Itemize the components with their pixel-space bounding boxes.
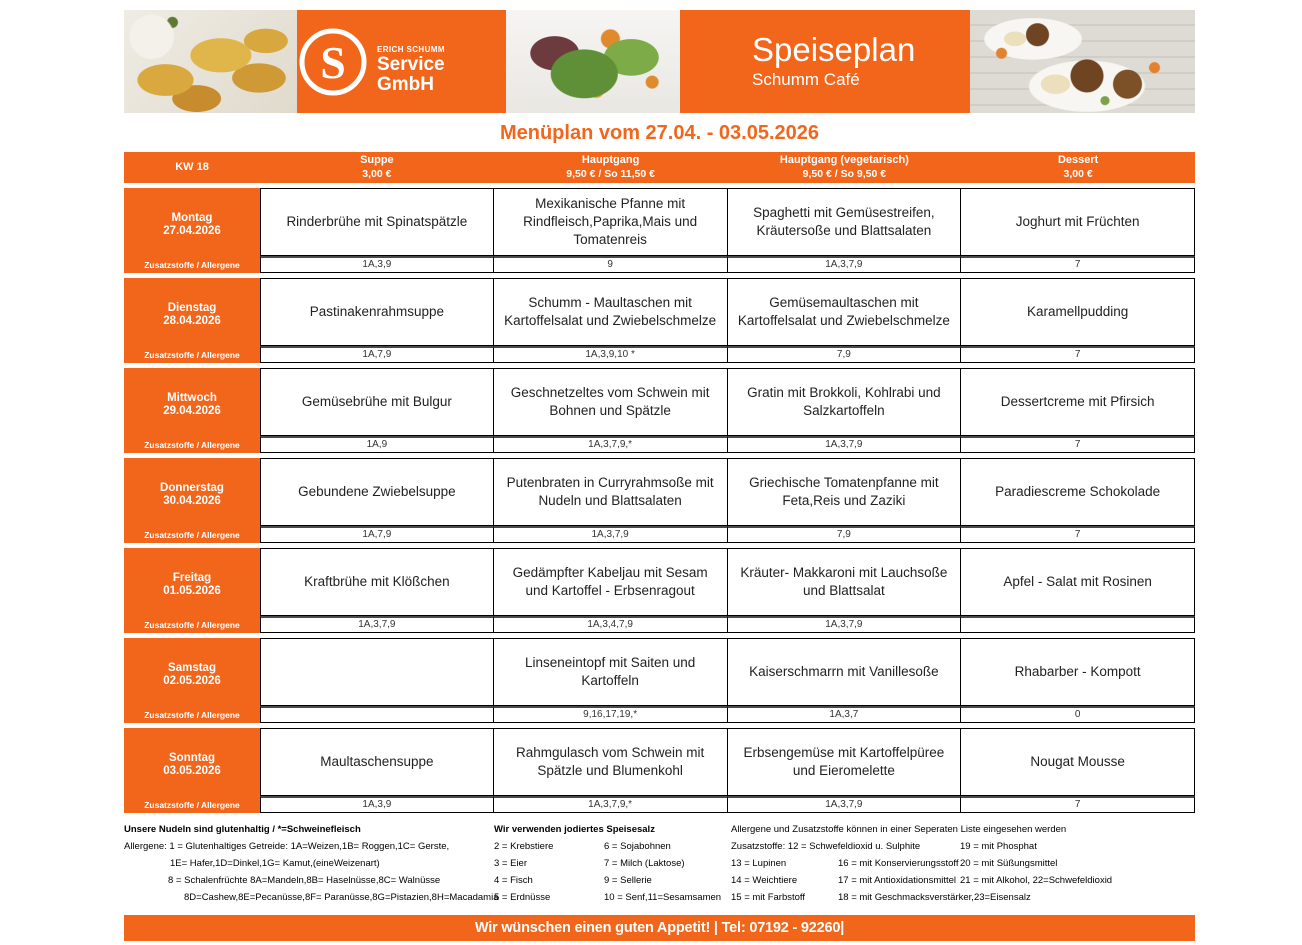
legend-item: 16 = mit Konservierungsstoff <box>838 858 959 869</box>
column-label: Dessert <box>1057 154 1099 167</box>
dish-text: Apfel - Salat mit Rosinen <box>1003 574 1152 590</box>
allergen-cell: 7 <box>961 526 1195 543</box>
legend-row <box>494 874 731 891</box>
dish-cell <box>728 548 962 616</box>
dish-cell <box>494 638 728 706</box>
legend-line: 1E= Hafer,1D=Dinkel,1G= Kamut,(eineWeizenart) <box>170 858 380 869</box>
dish-text: Rahmgulasch vom Schwein mit Spätzle und Blumenkohl <box>515 745 705 778</box>
legend-right-note: Allergene und Zusatzstoffe können in einer Seperaten Liste eingesehen werden <box>731 824 1067 835</box>
dish-cell <box>961 638 1195 706</box>
dish-cell <box>260 728 494 796</box>
allergen-cell: 1A,3,7,9 <box>260 616 494 633</box>
legend-item: 20 = mit Süßungsmittel <box>960 858 1058 869</box>
allergen-cell: 1A,3,9,10 * <box>494 346 728 363</box>
allergen-cell: 7,9 <box>728 526 962 543</box>
week-label: KW 18 <box>175 160 209 173</box>
day-title <box>124 728 260 800</box>
allergen-row-label: Zusatzstoffe / Allergene <box>144 350 240 360</box>
day-name: Samstag <box>168 661 216 674</box>
dish-text: Gemüsebrühe mit Bulgur <box>301 394 452 410</box>
dish-text: Gratin mit Brokkoli, Kohlrabi und Salzkartoffeln <box>747 385 941 418</box>
company-logo-block <box>297 10 506 113</box>
allergen-cell: 0 <box>961 706 1195 723</box>
dish-cell <box>728 278 962 346</box>
dish-text: Kräuter- Makkaroni mit Lauchsoße und Blattsalat <box>740 565 948 598</box>
header-banner <box>124 10 1195 113</box>
legend-row <box>731 891 1195 908</box>
dish-cell <box>961 548 1195 616</box>
dish-cell <box>961 188 1195 256</box>
day-date: 29.04.2026 <box>163 404 221 417</box>
dish-text: Schumm - Maultaschen mit Kartoffelsalat und Zwiebelschmelze <box>504 295 717 328</box>
allergen-cell: 1A,3,7,9 <box>728 256 962 273</box>
column-price: 3,00 € <box>362 167 392 180</box>
company-name-bottom: Service GmbH <box>377 53 445 95</box>
legend-row <box>731 857 1195 874</box>
dish-text: Nougat Mousse <box>1030 754 1125 770</box>
legend-item: 13 = Lupinen <box>731 858 787 869</box>
legend-row <box>494 840 731 857</box>
column-price: 9,50 € / So 9,50 € <box>802 167 887 180</box>
menu-table-header <box>124 152 1195 183</box>
dish-text: Griechische Tomatenpfanne mit Feta,Reis und Zaziki <box>749 475 939 508</box>
dish-text: Gebundene Zwiebelsuppe <box>298 484 456 500</box>
allergen-cell: 1A,3,7,9 <box>728 616 962 633</box>
allergen-cell: 1A,9 <box>260 436 494 453</box>
dish-text: Kraftbrühe mit Klößchen <box>304 574 450 590</box>
header-photo-salad <box>506 10 680 113</box>
column-label: Hauptgang <box>581 154 640 167</box>
svg-text:S: S <box>320 36 346 88</box>
allergen-row-label: Zusatzstoffe / Allergene <box>144 530 240 540</box>
legend-left-column <box>124 823 499 908</box>
allergen-cell: 7 <box>961 256 1195 273</box>
legend-item: Zusatzstoffe: 12 = Schwefeldioxid u. Sulphite <box>731 841 921 852</box>
legend-line: Allergene: 1 = Glutenhaltiges Getreide: 1A=Weizen,1B= Roggen,1C= Gerste, <box>124 841 450 852</box>
plan-title: Speiseplan <box>752 31 916 69</box>
company-name-block <box>377 46 506 94</box>
allergen-row-label: Zusatzstoffe / Allergene <box>144 800 240 810</box>
dish-text: Joghurt mit Früchten <box>1015 214 1140 230</box>
footer-text: Wir wünschen einen guten Appetit! | Tel: 07192 - 92260| <box>474 920 845 936</box>
dish-text: Erbsengemüse mit Kartoffelpüree und Eieromelette <box>743 745 945 778</box>
header-photo-meatballs <box>970 10 1195 113</box>
legend-item: 15 = mit Farbstoff <box>731 892 806 903</box>
dish-text: Geschnetzeltes vom Schwein mit Bohnen und Spätzle <box>510 385 710 418</box>
dish-cell <box>728 728 962 796</box>
dish-cell <box>494 728 728 796</box>
day-row <box>124 638 1195 723</box>
day-name: Donnerstag <box>160 481 224 494</box>
day-row <box>124 368 1195 453</box>
legend-item: 9 = Sellerie <box>604 875 652 886</box>
legend-line: 8 = Schalenfrüchte 8A=Mandeln,8B= Haselnüsse,8C= Walnüsse <box>168 875 441 886</box>
schumm-circle-s-logo-icon <box>297 26 369 98</box>
header-photo-maultaschen <box>124 10 297 113</box>
day-date: 30.04.2026 <box>163 494 221 507</box>
legend-left-title: Unsere Nudeln sind glutenhaltig / *=Schweinefleisch <box>124 824 361 835</box>
column-price: 9,50 € / So 11,50 € <box>566 167 655 180</box>
allergen-cell: 1A,3,9 <box>260 796 494 813</box>
day-date: 01.05.2026 <box>163 584 221 597</box>
legend-item: 10 = Senf,11=Sesamsamen <box>604 892 722 903</box>
day-title <box>124 458 260 530</box>
allergen-cell: 7 <box>961 346 1195 363</box>
dish-text: Spaghetti mit Gemüsestreifen, Kräutersoße und Blattsalaten <box>753 205 935 238</box>
allergen-cell: 7 <box>961 796 1195 813</box>
dish-cell <box>494 278 728 346</box>
allergen-cell: 1A,3,7,9,* <box>494 436 728 453</box>
legend-item: 2 = Krebstiere <box>494 841 554 852</box>
day-header-cell <box>124 548 260 633</box>
allergen-cell: 1A,7,9 <box>260 526 494 543</box>
legend-middle-title: Wir verwenden jodiertes Speisesalz <box>494 824 655 835</box>
allergen-cell: 7 <box>961 436 1195 453</box>
day-name: Mittwoch <box>167 391 217 404</box>
allergen-row-label: Zusatzstoffe / Allergene <box>144 260 240 270</box>
legend-item: 4 = Fisch <box>494 875 533 886</box>
dish-text: Mexikanische Pfanne mit Rindfleisch,Paprika,Mais und Tomatenreis <box>523 196 698 247</box>
dish-cell <box>260 548 494 616</box>
dish-cell <box>260 368 494 436</box>
legend-row <box>494 857 731 874</box>
dish-cell <box>728 188 962 256</box>
legend-right-column <box>731 823 1195 908</box>
day-header-cell <box>124 458 260 543</box>
dish-cell <box>494 188 728 256</box>
day-header-cell <box>124 368 260 453</box>
dish-cell <box>494 458 728 526</box>
day-row <box>124 188 1195 273</box>
allergen-cell <box>260 706 494 723</box>
allergen-cell: 9 <box>494 256 728 273</box>
column-label: Suppe <box>360 154 394 167</box>
dish-cell <box>728 368 962 436</box>
allergen-cell: 1A,3,7,9 <box>728 796 962 813</box>
legend-item: 19 = mit Phosphat <box>960 841 1037 852</box>
legend-item: 18 = mit Geschmacksverstärker,23=Eisensalz <box>838 892 1031 903</box>
day-row <box>124 278 1195 363</box>
dish-cell <box>961 458 1195 526</box>
day-name: Dienstag <box>167 301 217 314</box>
allergen-cell: 7,9 <box>728 346 962 363</box>
legend-row <box>731 840 1195 857</box>
allergen-cell: 1A,7,9 <box>260 346 494 363</box>
dish-text: Karamellpudding <box>1026 304 1129 320</box>
dish-text: Gemüsemaultaschen mit Kartoffelsalat und Zwiebelschmelze <box>737 295 950 328</box>
menu-days <box>124 188 1195 813</box>
legend-left-lines <box>124 840 499 908</box>
legend-right-rows <box>731 840 1195 908</box>
dish-text: Linseneintopf mit Saiten und Kartoffeln <box>524 655 696 688</box>
column-header-suppe <box>260 152 494 183</box>
day-title <box>124 548 260 620</box>
allergen-cell: 1A,3,7,9,* <box>494 796 728 813</box>
day-date: 28.04.2026 <box>163 314 221 327</box>
dish-text: Kaiserschmarrn mit Vanillesoße <box>749 664 939 680</box>
day-name: Freitag <box>172 571 212 584</box>
dish-text: Dessertcreme mit Pfirsich <box>1000 394 1155 410</box>
dish-cell <box>260 458 494 526</box>
allergen-row-label: Zusatzstoffe / Allergene <box>144 710 240 720</box>
dish-cell <box>494 548 728 616</box>
day-title <box>124 188 260 260</box>
column-header-hauptgang <box>494 152 728 183</box>
dish-cell <box>494 368 728 436</box>
footer-bar <box>124 915 1195 941</box>
day-row <box>124 458 1195 543</box>
day-header-cell <box>124 728 260 813</box>
dish-text: Rinderbrühe mit Spinatspätzle <box>286 214 468 230</box>
legend-line: 8D=Cashew,8E=Pecanüsse,8F= Paranüsse,8G=Pistazien,8H=Macadamia <box>184 892 499 903</box>
dish-cell <box>260 188 494 256</box>
dish-cell <box>728 638 962 706</box>
column-label: Hauptgang (vegetarisch) <box>779 154 909 167</box>
day-name: Montag <box>171 211 213 224</box>
legend-row <box>731 874 1195 891</box>
day-row <box>124 728 1195 813</box>
allergen-cell: 1A,3,9 <box>260 256 494 273</box>
dish-cell <box>728 458 962 526</box>
dish-text: Gedämpfter Kabeljau mit Sesam und Kartoffel - Erbsenragout <box>512 565 708 598</box>
legend-item: 14 = Weichtiere <box>731 875 798 886</box>
plan-title-block <box>680 10 970 113</box>
day-date: 03.05.2026 <box>163 764 221 777</box>
dish-text: Putenbraten in Curryrahmsoße mit Nudeln und Blattsalaten <box>506 475 714 508</box>
day-row <box>124 548 1195 633</box>
dish-cell <box>260 638 494 706</box>
allergen-cell: 1A,3,4,7,9 <box>494 616 728 633</box>
day-date: 02.05.2026 <box>163 674 221 687</box>
dish-text: Rhabarber - Kompott <box>1014 664 1141 680</box>
allergen-row-label: Zusatzstoffe / Allergene <box>144 620 240 630</box>
dish-text: Pastinakenrahmsuppe <box>309 304 445 320</box>
dish-cell <box>961 278 1195 346</box>
day-title <box>124 278 260 350</box>
allergen-cell <box>961 616 1195 633</box>
column-header-hauptgang-vegetarisch <box>728 152 962 183</box>
allergen-cell: 1A,3,7,9 <box>728 436 962 453</box>
day-header-cell <box>124 278 260 363</box>
dish-text: Maultaschensuppe <box>320 754 434 770</box>
dish-cell <box>961 368 1195 436</box>
page-title: Menüplan vom 27.04. - 03.05.2026 <box>499 122 820 144</box>
allergen-row-label: Zusatzstoffe / Allergene <box>144 440 240 450</box>
menu-page <box>124 10 1195 941</box>
legend-item: 21 = mit Alkohol, 22=Schwefeldioxid <box>960 875 1113 886</box>
allergen-legend <box>124 823 1195 908</box>
day-date: 27.04.2026 <box>163 224 221 237</box>
allergen-cell: 1A,3,7,9 <box>494 526 728 543</box>
column-price: 3,00 € <box>1063 167 1093 180</box>
legend-item: 3 = Eier <box>494 858 528 869</box>
legend-item: 7 = Milch (Laktose) <box>604 858 685 869</box>
column-header-dessert <box>961 152 1195 183</box>
allergen-cell: 1A,3,7 <box>728 706 962 723</box>
legend-item: 17 = mit Antioxidationsmittel <box>838 875 957 886</box>
company-name-top: ERICH SCHUMM <box>377 45 445 55</box>
legend-middle-rows <box>494 840 731 908</box>
legend-row <box>494 891 731 908</box>
plan-subtitle: Schumm Café <box>752 69 860 89</box>
legend-middle-column <box>494 823 731 908</box>
day-title <box>124 368 260 440</box>
dish-cell <box>260 278 494 346</box>
day-header-cell <box>124 638 260 723</box>
day-header-cell <box>124 188 260 273</box>
legend-item: 5 = Erdnüsse <box>494 892 551 903</box>
allergen-cell: 9,16,17,19,* <box>494 706 728 723</box>
legend-item: 6 = Sojabohnen <box>604 841 671 852</box>
day-title <box>124 638 260 710</box>
dish-text: Paradiescreme Schokolade <box>995 484 1161 500</box>
dish-cell <box>961 728 1195 796</box>
day-name: Sonntag <box>169 751 215 764</box>
